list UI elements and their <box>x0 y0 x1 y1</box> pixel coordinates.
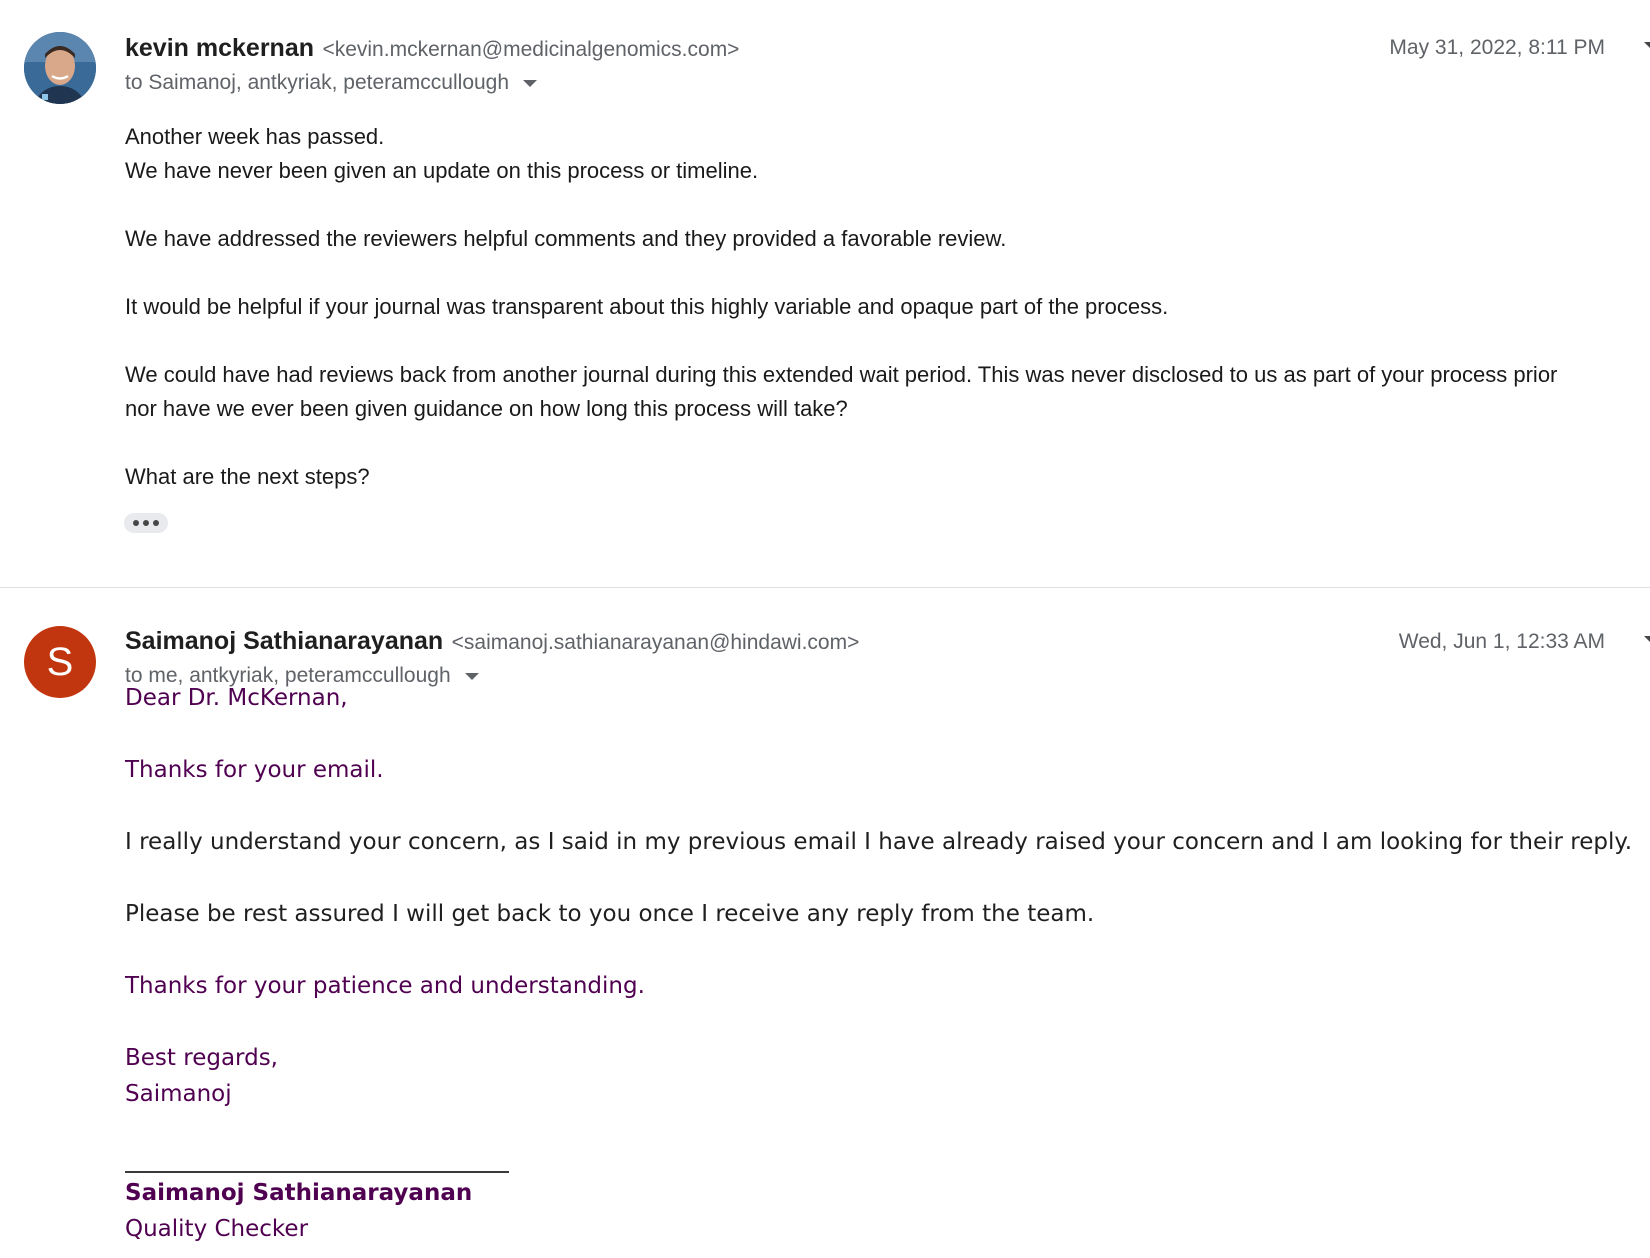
regards-line: Best regards, <box>125 1045 278 1071</box>
show-details-icon[interactable] <box>523 80 537 87</box>
sender-line <box>125 627 859 656</box>
star-icon[interactable] <box>1642 42 1650 52</box>
more-horiz-dot <box>143 520 149 526</box>
more-horiz-dot <box>153 520 159 526</box>
recipients-text: to me, antkyriak, peteramccullough <box>125 664 451 687</box>
email-message <box>0 588 1650 1258</box>
body-line: Please be rest assured I will get back to you once I receive any reply from the team. <box>125 901 1095 927</box>
body-paragraph <box>125 120 1650 188</box>
message-date: May 31, 2022, 8:11 PM <box>1389 36 1605 59</box>
body-line: We could have had reviews back from another journal during this extended wait period. This was never disclosed to us as part of your process prior <box>125 362 1558 387</box>
thanks-line: Thanks for your email. <box>125 757 384 783</box>
body-paragraph <box>125 222 1650 256</box>
sender-email: <kevin.mckernan@medicinalgenomics.com> <box>322 38 740 61</box>
message-date: Wed, Jun 1, 12:33 AM <box>1398 630 1605 653</box>
show-details-icon[interactable] <box>465 673 479 680</box>
body-line: Another week has passed. <box>125 124 385 149</box>
body-line: nor have we ever been given guidance on how long this process will take? <box>125 396 848 421</box>
email-message <box>0 0 1650 587</box>
profile-photo <box>24 32 96 104</box>
body-line: I really understand your concern, as I said in my previous email I have already raised your concern and I am looking for their reply. <box>125 829 1633 855</box>
body-line: It would be helpful if your journal was transparent about this highly variable and opaque part of the process. <box>125 294 1169 319</box>
sender-line <box>125 34 739 63</box>
show-trimmed-content-button[interactable] <box>124 513 168 533</box>
star-icon[interactable] <box>1642 636 1650 646</box>
closing-thanks: Thanks for your patience and understanding. <box>125 973 645 999</box>
avatar[interactable]: S <box>24 626 96 698</box>
avatar[interactable] <box>24 32 96 104</box>
sender-email: <saimanoj.sathianarayanan@hindawi.com> <box>451 631 860 654</box>
body-line: What are the next steps? <box>125 464 370 489</box>
signature-divider <box>125 1171 509 1173</box>
sender-name[interactable]: Saimanoj Sathianarayanan <box>125 627 444 655</box>
message-body <box>125 120 1650 528</box>
signature-name: Saimanoj Sathianarayanan <box>125 1180 473 1206</box>
body-line: We have never been given an update on this process or timeline. <box>125 158 759 183</box>
recipients-text: to Saimanoj, antkyriak, peteramccullough <box>125 71 510 94</box>
signoff-name: Saimanoj <box>125 1081 232 1107</box>
greeting: Dear Dr. McKernan, <box>125 685 348 711</box>
body-paragraph <box>125 460 1650 494</box>
recipients-line[interactable] <box>125 71 537 95</box>
body-paragraph <box>125 358 1650 426</box>
more-horiz-icon <box>133 520 139 526</box>
signature-title: Quality Checker <box>125 1216 309 1242</box>
body-paragraph <box>125 290 1650 324</box>
sender-name[interactable]: kevin mckernan <box>125 34 314 62</box>
body-line: We have addressed the reviewers helpful comments and they provided a favorable review. <box>125 226 1007 251</box>
